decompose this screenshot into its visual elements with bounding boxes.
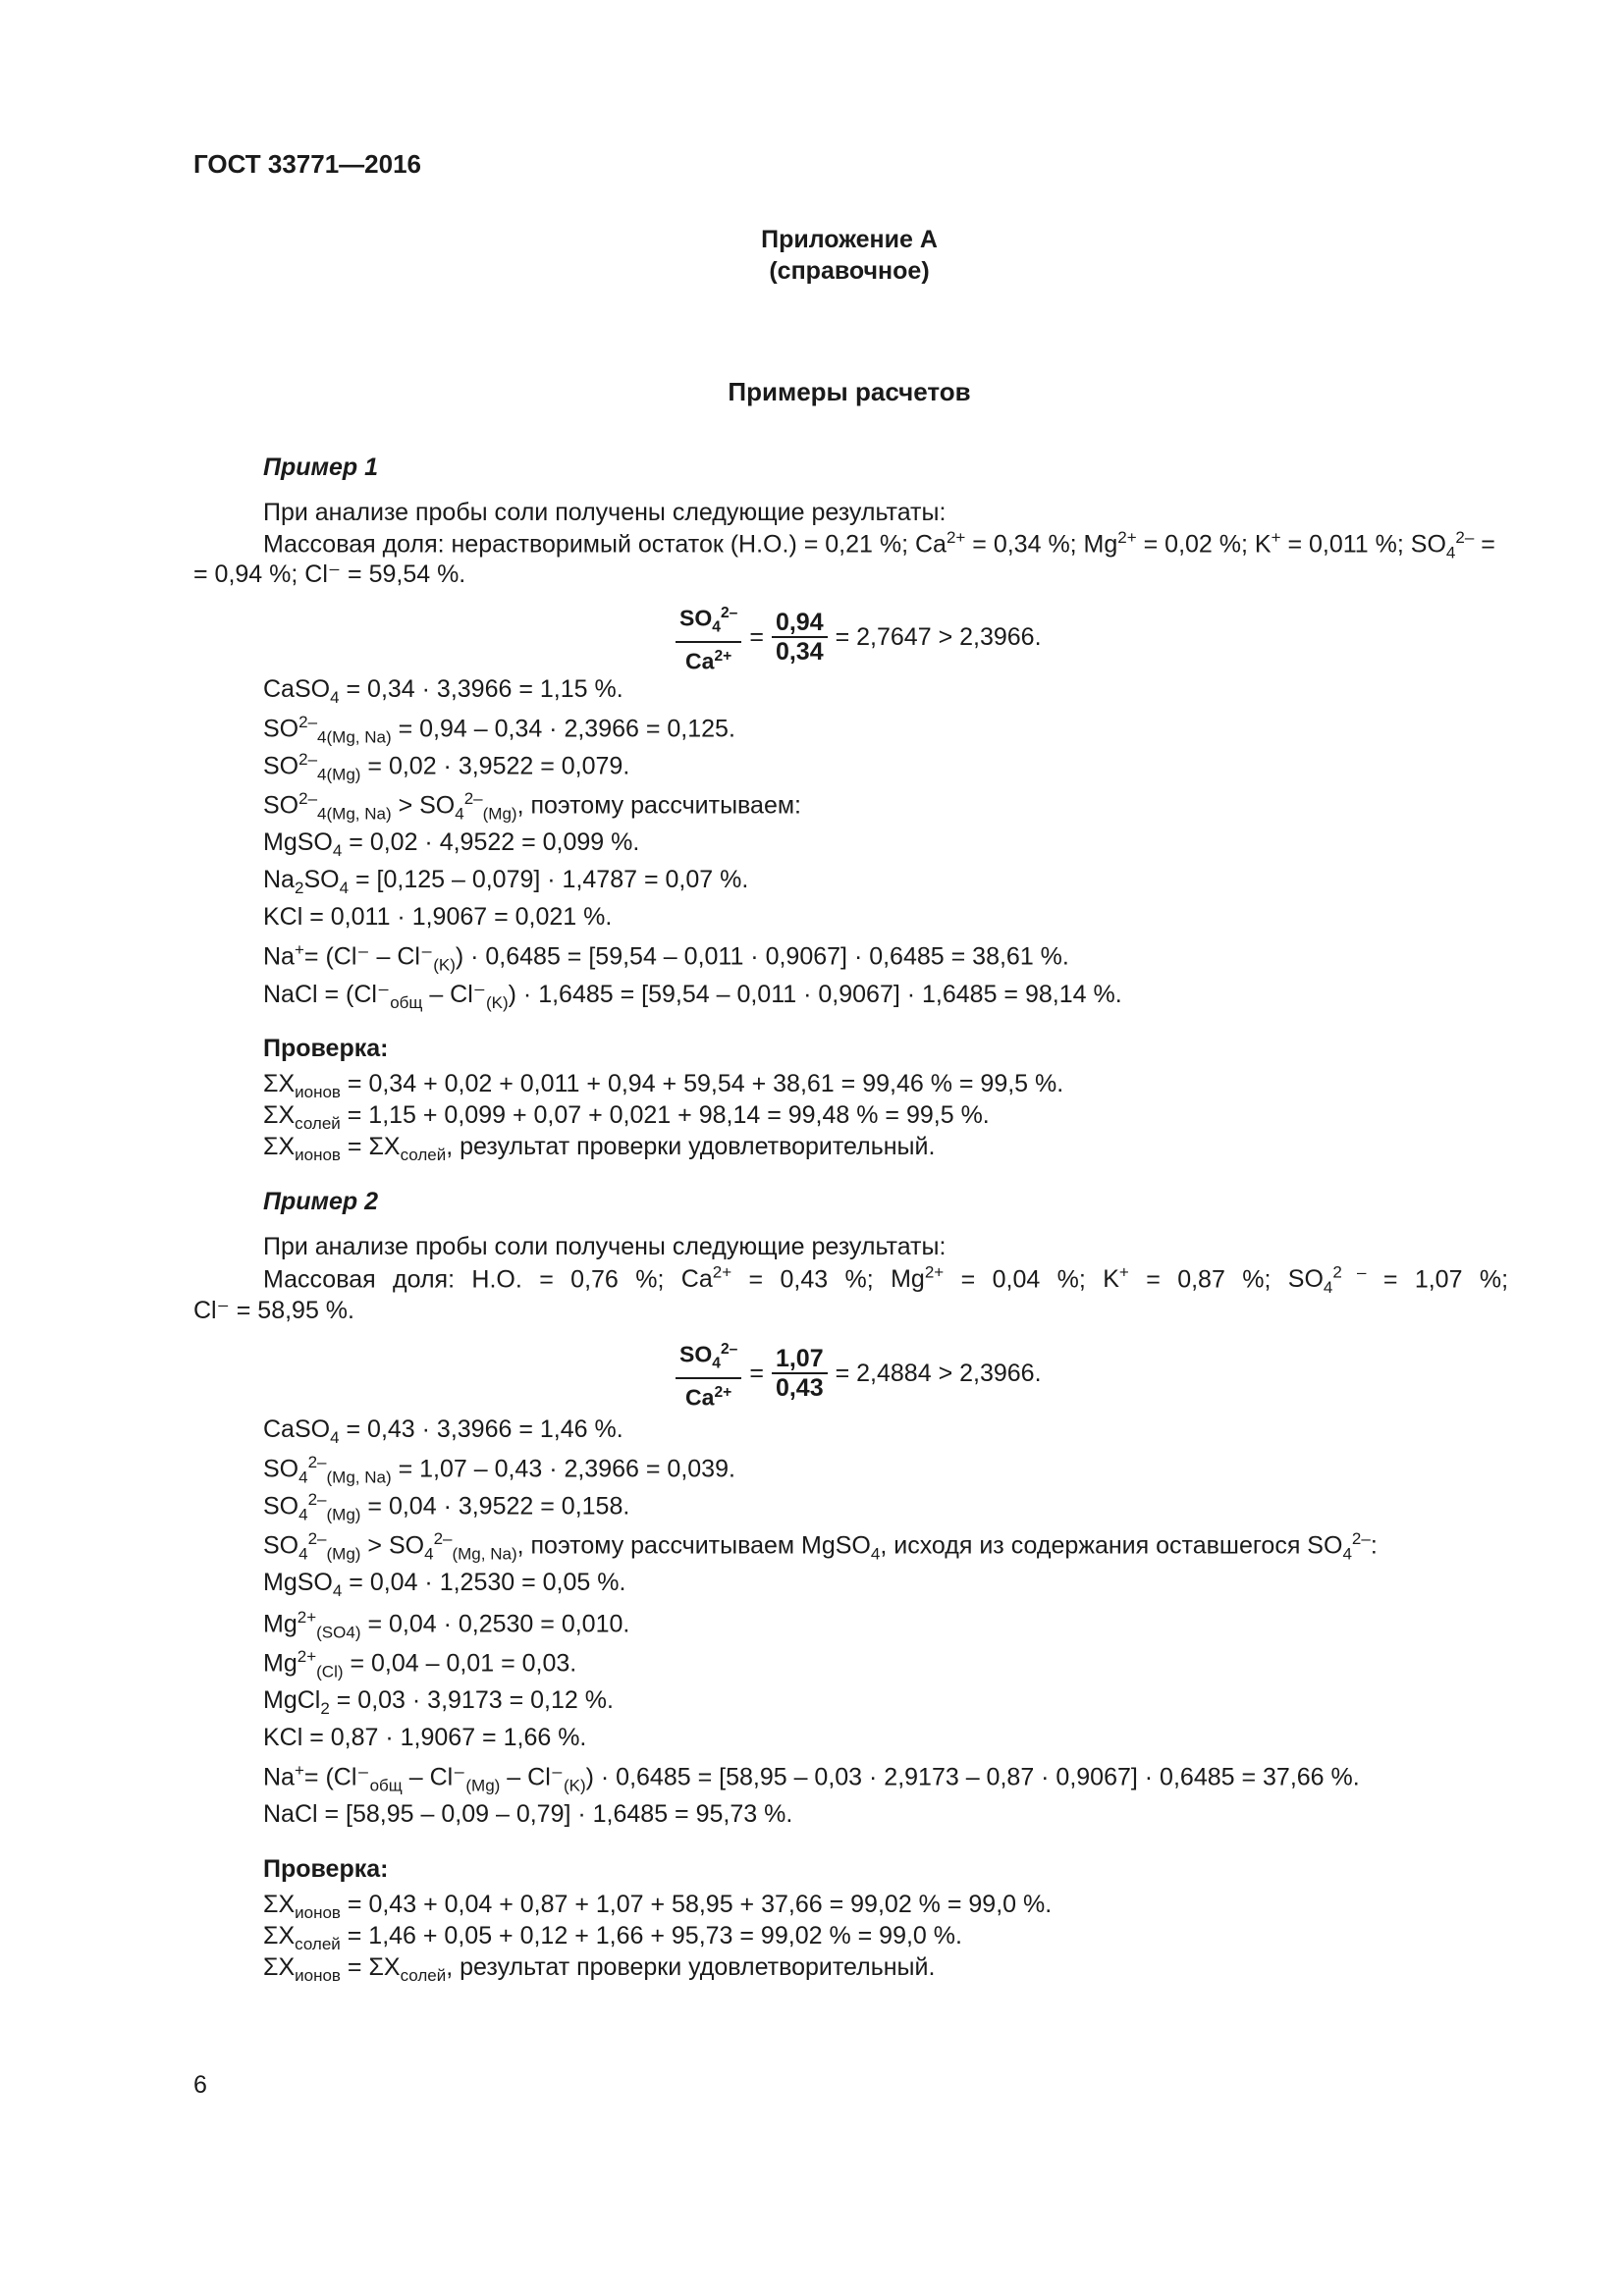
example2-kcl: KCl = 0,87 · 1,9067 = 1,66 %.: [263, 1724, 587, 1751]
example2-mass-line1: Массовая доля: Н.О. = 0,76 %; $Ca^{2+} = 0,43$ %; $Mg^{2+} = 0,04$ %; K+ = 0,87 %; $SO_4^{2 -} = 1,07$ %;: [263, 1263, 1509, 1298]
document-id: ГОСТ 33771—2016: [193, 149, 421, 179]
example1-intro: При анализе пробы соли получены следующие результаты:: [263, 499, 947, 526]
page-number: 6: [193, 2071, 207, 2099]
example1-comparison: $SO^{2-}_{4(Mg, Na)} > SO_4^{2-}_{(Mg)}$, поэтому рассчитываем:: [263, 789, 801, 824]
example1-so4-mg: $SO^{2-}_{4(Mg)} = 0,02 \cdot 3,9522 = 0,079$.: [263, 750, 630, 784]
example2-na-plus: $Na^+= (Cl^-_{общ} - Cl^-_{(Mg)} - Cl^-_{(K)}) \cdot 0,6485 = [58,95 - 0,03 \cdot 2,9173 - 0,87 \cdot 0,9067] \cdot 0,6485 = 37,66$ %.: [263, 1761, 1360, 1795]
example1-mass-line2: = 0,94 %; Cl⁻ = 59,54 %.: [193, 561, 466, 588]
example1-ratio-formula: $\frac{SO_4^{2-}}{Ca^{2+}}$ = $\frac{0,94}{0,34}$ = 2,7647 > 2,3966.: [668, 601, 1042, 674]
example1-kcl: KCl = 0,011 · 1,9067 = 0,021 %.: [263, 903, 613, 931]
example1-na-plus: $Na^+= (Cl^- - Cl^-_{(K)}) \cdot 0,6485 = [59,54 - 0,011 \cdot 0,9067] \cdot 0,6485 = 38,61$ %.: [263, 940, 1069, 975]
example2-check-salts: $\Sigma X_{солей} = 1,46 + 0,05 + 0,12 + 1,66 + 95,73 = 99,02$ % = 99,0 %.: [263, 1922, 962, 1953]
ratio-numerator: $SO_4^{2-}$: [676, 601, 741, 643]
example2-nacl: NaCl = [58,95 – 0,09 – 0,79] · 1,6485 = 95,73 %.: [263, 1800, 793, 1828]
example2-check-ions: $\Sigma X_{ионов} = 0,43 + 0,04 + 0,87 + 1,07 + 58,95 + 37,66 = 99,02$ % = 99,0 %.: [263, 1891, 1053, 1922]
example2-mgcl2: MgCl$_2$ = 0,03 · 3,9173 = 0,12 %.: [263, 1686, 614, 1718]
example2-so4-mg: $SO_4^{2-}_{(Mg)} = 0,04 \cdot 3,9522 = 0,158$.: [263, 1490, 630, 1524]
ratio-denominator: $Ca^{2+}$: [685, 648, 732, 674]
example2-intro: При анализе пробы соли получены следующие результаты:: [263, 1233, 947, 1260]
example2-ratio-formula: $\frac{SO_4^{2-}}{Ca^{2+}}$ = $\frac{1,07}{0,43}$ = 2,4884 > 2,3966.: [668, 1337, 1042, 1411]
example1-mass-line1: Массовая доля: нерастворимый остаток (Н.О.) = 0,21 %; $Ca^{2+} = 0,34$ %; $Mg^{2+} = 0,02$ %; K+ = 0,011 %; $SO_4^{2-}$ =: [263, 528, 1495, 562]
example2-mass-line2: Cl⁻ = 58,95 %.: [193, 1297, 354, 1324]
example1-na2so4: $Na_2SO_4 = [0,125 - 0,079] \cdot 1,4787 = 0,07$ %.: [263, 866, 749, 897]
example2-mg-cl: $Mg^{2+}_{(Cl)} = 0,04 - 0,01 = 0,03$.: [263, 1647, 577, 1682]
example1-mgso4: MgSO$_4$ = 0,02 · 4,9522 = 0,099 %.: [263, 828, 640, 860]
annex-subtitle: (справочное): [769, 257, 930, 285]
example1-title: Пример 1: [263, 454, 379, 481]
section-title: Примеры расчетов: [728, 377, 971, 406]
example1-check-ions: $\Sigma X_{ионов} = 0,34 + 0,02 + 0,011 + 0,94 + 59,54 + 38,61 = 99,46$ % = 99,5 %.: [263, 1070, 1064, 1101]
example2-comparison: $SO_4^{2-}_{(Mg)} > SO_4^{2-}_{(Mg, Na)}$, поэтому рассчитываем MgSO$_4$, исходя из содержания оставшегося $SO_4^{2-}$:: [263, 1529, 1378, 1564]
example1-caso4: CaSO$_4$ = 0,34 · 3,3966 = 1,15 %.: [263, 675, 623, 707]
example1-check-title: Проверка:: [263, 1035, 389, 1062]
example2-caso4: CaSO$_4$ = 0,43 · 3,3966 = 1,46 %.: [263, 1415, 623, 1447]
annex-title: Приложение А: [761, 226, 938, 253]
example1-check-salts: $\Sigma X_{солей} = 1,15 + 0,099 + 0,07 + 0,021 + 98,14 = 99,48$ % = 99,5 %.: [263, 1101, 990, 1133]
example2-mgso4: MgSO$_4$ = 0,04 · 1,2530 = 0,05 %.: [263, 1569, 626, 1600]
example2-mg-so4: $Mg^{2+}_{(SO4)} = 0,04 \cdot 0,2530 = 0,010$.: [263, 1608, 630, 1642]
example1-nacl: NaCl = $(Cl^-_{общ} - Cl^-_{(K)}) \cdot 1,6485 = [59,54 - 0,011 \cdot 0,9067] \cdot 1,6485 = 98,14$ %.: [263, 981, 1122, 1012]
example2-check-result: $\Sigma X_{ионов} = \Sigma X_{солей}$, результат проверки удовлетворительный.: [263, 1953, 936, 1985]
example2-check-title: Проверка:: [263, 1855, 389, 1883]
example1-so4-mgna: $SO^{2-}_{4(Mg, Na)} = 0,94 - 0,34 \cdot 2,3966 = 0,125$.: [263, 713, 735, 747]
example2-title: Пример 2: [263, 1188, 379, 1215]
example2-so4-mgna: $SO_4^{2-}_{(Mg, Na)} = 1,07 - 0,43 \cdot 2,3966 = 0,039$.: [263, 1453, 735, 1487]
example1-check-result: $\Sigma X_{ионов} = \Sigma X_{солей}$, результат проверки удовлетворительный.: [263, 1133, 936, 1164]
